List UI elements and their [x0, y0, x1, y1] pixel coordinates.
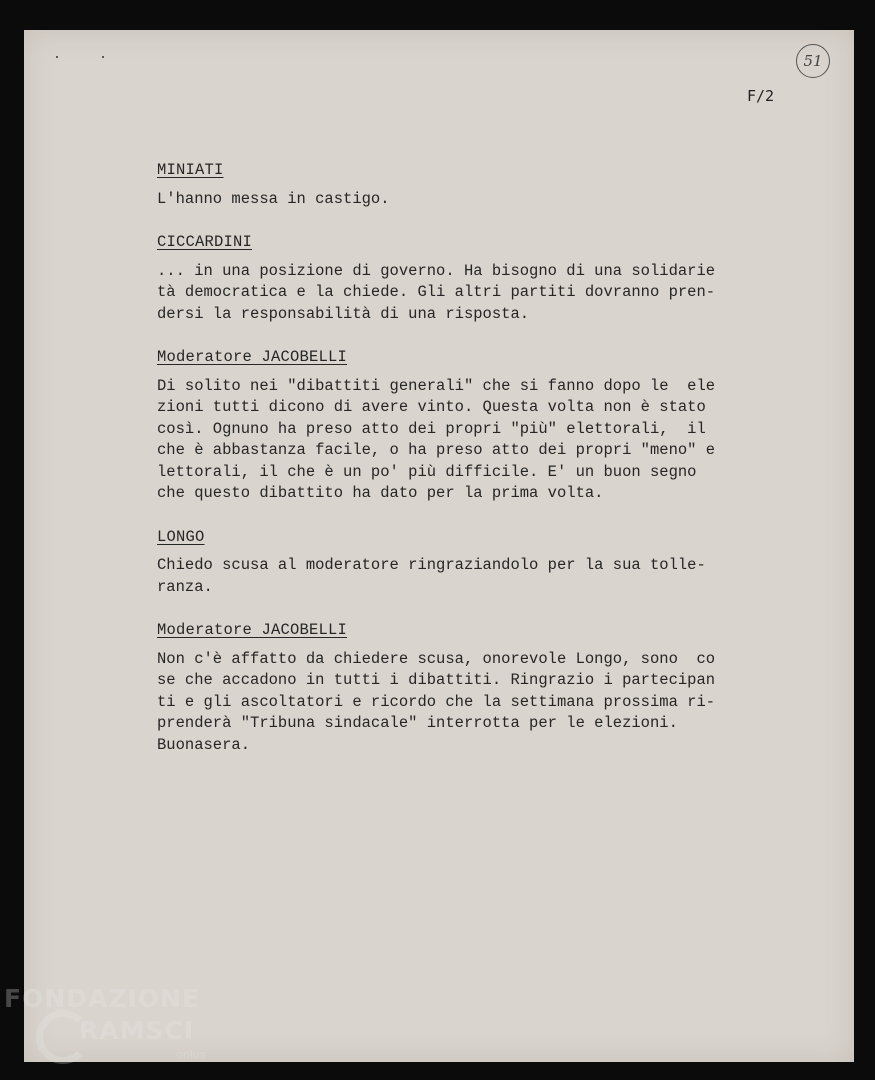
speaker-name: Moderatore JACOBELLI [157, 348, 348, 366]
speech-line: zioni tutti dicono di avere vinto. Questa volta non è stato [157, 398, 706, 416]
speech-line: tà democratica e la chiede. Gli altri partiti dovranno pren- [157, 283, 716, 301]
archive-watermark [4, 984, 206, 1061]
speaker-name: LONGO [157, 527, 205, 546]
watermark-line-2: RAMSCI [79, 1016, 195, 1045]
speech-line: lettorali, il che è un po' più difficile. E' un buon segno [157, 462, 697, 481]
speech-line: se che accadono in tutti i dibattiti. Ringrazio i partecipan [157, 671, 716, 689]
sheet-code: F/2 [747, 87, 775, 105]
speech-line: che questo dibattito ha dato per la prima volta. [157, 484, 604, 502]
document-page [24, 30, 854, 1062]
speech-section [157, 527, 797, 599]
speech-line: L'hanno messa in castigo. [157, 189, 390, 208]
speech-line: prenderà "Tribuna sindacale" interrotta per le elezioni. [157, 714, 678, 732]
speech-section [157, 620, 797, 756]
transcript-body [157, 160, 797, 778]
speech-line: ti e gli ascoltatori e ricordo che la settimana prossima ri- [157, 692, 716, 711]
speech-line: Chiedo scusa al moderatore ringraziandolo per la sua tolle- [157, 556, 706, 574]
speech-section [157, 160, 797, 210]
watermark-line-1: FONDAZIONE [4, 984, 201, 1013]
speech-text [157, 555, 797, 598]
speech-line: ranza. [157, 577, 213, 596]
speaker-name: Moderatore JACOBELLI [157, 621, 348, 639]
speech-line: Buonasera. [157, 735, 251, 754]
watermark-line-3: onlus [176, 1048, 206, 1061]
speech-line: così. Ognuno ha preso atto dei propri "più" elettorali, il [157, 419, 706, 438]
speech-line: Non c'è affatto da chiedere scusa, onorevole Longo, sono co [157, 649, 716, 668]
speech-line: dersi la responsabilità di una risposta. [157, 304, 530, 323]
speech-section [157, 232, 797, 325]
paper-speck [56, 56, 58, 58]
speech-line: ... in una posizione di governo. Ha bisogno di una solidarie [157, 261, 716, 280]
speech-section [157, 347, 797, 505]
handwritten-page-number: 51 [796, 44, 830, 78]
speaker-name: MINIATI [157, 161, 224, 179]
speech-text [157, 261, 797, 326]
speech-line: Di solito nei "dibattiti generali" che si fanno dopo le ele [157, 376, 716, 395]
speaker-name: CICCARDINI [157, 233, 253, 251]
speech-text [157, 189, 797, 211]
speech-text [157, 649, 797, 757]
paper-speck [102, 56, 104, 58]
speech-text [157, 376, 797, 505]
speech-line: che è abbastanza facile, o ha preso atto dei propri "meno" e [157, 441, 716, 459]
